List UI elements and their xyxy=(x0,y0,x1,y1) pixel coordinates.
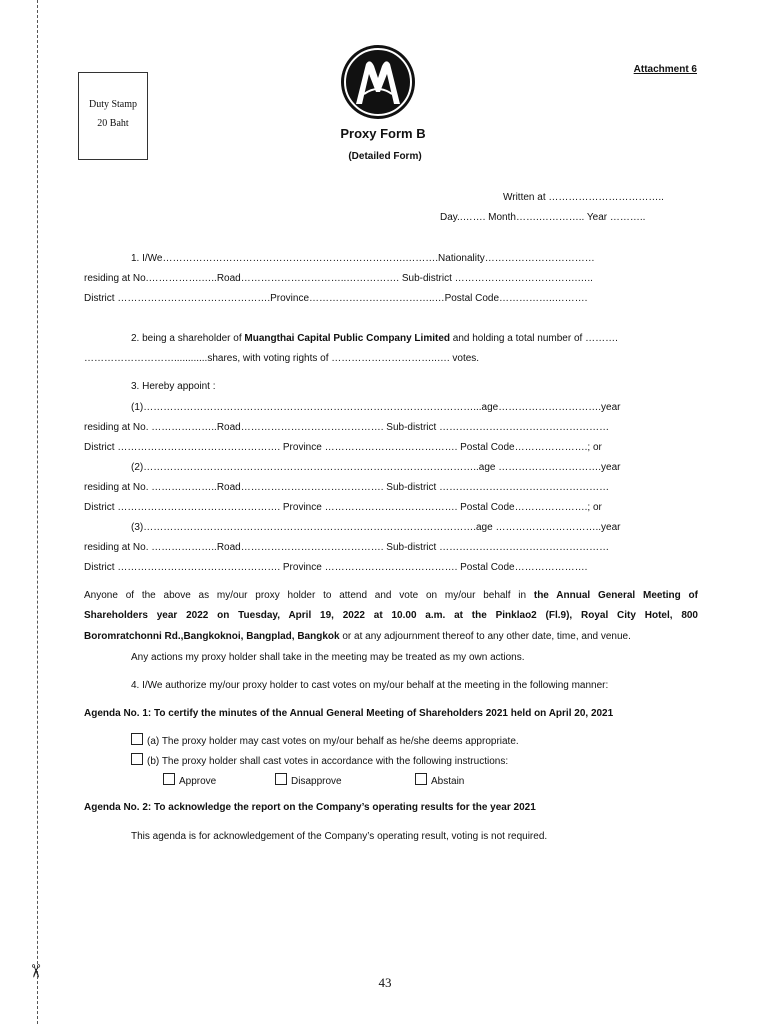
option-b xyxy=(131,753,508,767)
authorization-paragraph-line-1 xyxy=(84,590,698,601)
actions-statement: Any actions my proxy holder shall take in the meeting may be treated as my own actions. xyxy=(131,652,525,663)
agenda-2-title: Agenda No. 2: To acknowledge the report on the Company’s operating results for the year 2021 xyxy=(84,802,536,813)
address-line-2[interactable]: District ……………………………………….Province………………………………..…Postal Code……………..………. xyxy=(84,293,588,304)
company-logo xyxy=(340,44,416,120)
shareholder-line xyxy=(131,333,618,344)
approve-checkbox[interactable] xyxy=(163,773,175,785)
proxy-1-district-line[interactable]: District …………………………………………. Province …………………………………. Postal Code………………….; or xyxy=(84,442,602,453)
address-line-1[interactable]: residing at No.…………….…..Road…………………………..……………. Sub-district ……………………………….….. xyxy=(84,273,593,284)
voting-authorization: 4. I/We authorize my/our proxy holder to cast votes on my/our behalf at the meeting in the following manner: xyxy=(131,680,609,691)
proxy-2-name-line[interactable]: (2)………………………………………………………………………………………..age ………………………….year xyxy=(131,462,621,473)
stamp-line-1: Duty Stamp xyxy=(88,99,138,110)
disapprove-checkbox[interactable] xyxy=(275,773,287,785)
date-field[interactable]: Day..……. Month…….………….. Year ……….. xyxy=(440,212,646,223)
stamp-line-2: 20 Baht xyxy=(97,118,129,129)
para-adjournment: or at any adjournment thereof to any other date, time, and venue. xyxy=(339,631,631,642)
written-at-field[interactable]: Written at …………………………….. xyxy=(503,192,664,203)
proxy-3-address-line[interactable]: residing at No. ………………..Road……………………………………. Sub-district …………………………………………… xyxy=(84,542,610,553)
proxy-1-name-line[interactable]: (1)………………………………………………………………………………………...age………………………….year xyxy=(131,402,621,413)
vote-approve xyxy=(163,773,216,787)
shares-votes-line[interactable]: ………………………............shares, with voting rights of …………………………..…. votes. xyxy=(84,353,480,364)
agenda-1-title: Agenda No. 1: To certify the minutes of the Annual General Meeting of Shareholders 2021 held on April 20, 2021 xyxy=(84,708,614,719)
agenda-2-note: This agenda is for acknowledgement of the Company’s operating result, voting is not required. xyxy=(131,831,548,842)
name-nationality-line[interactable]: 1. I/We……………………………………………………………….……….Nationality…………………………… xyxy=(131,253,595,264)
option-a-label: (a) The proxy holder may cast votes on my/our behalf as he/she deems appropriate. xyxy=(147,736,519,747)
option-a-checkbox[interactable] xyxy=(131,733,143,745)
option-a xyxy=(131,733,519,747)
para-text: Anyone of the above as my/our proxy holder to attend and vote on my/our behalf in xyxy=(84,590,534,601)
approve-label: Approve xyxy=(179,776,217,787)
appoint-heading: 3. Hereby appoint : xyxy=(131,381,216,392)
proxy-2-address-line[interactable]: residing at No. ………………..Road……………………………………. Sub-district …………………………………………… xyxy=(84,482,610,493)
attachment-label: Attachment 6 xyxy=(633,64,697,75)
meeting-name: the Annual General Meeting of xyxy=(533,590,698,601)
authorization-paragraph-line-2: Shareholders year 2022 on Tuesday, April 19, 2022 at 10.00 a.m. at the Pinklao2 (Fl.9), Royal City Hotel, 800 xyxy=(84,610,698,621)
vote-disapprove xyxy=(275,773,342,787)
shareholder-suffix[interactable]: and holding a total number of ………. xyxy=(450,333,618,344)
option-b-label: (b) The proxy holder shall cast votes in accordance with the following instructions: xyxy=(147,756,509,767)
venue-address: Boromratchonni Rd.,Bangkoknoi, Bangplad, Bangkok xyxy=(84,631,340,642)
authorization-paragraph-line-3 xyxy=(84,631,631,642)
company-name: Muangthai Capital Public Company Limited xyxy=(244,333,450,344)
duty-stamp-box xyxy=(78,72,148,160)
vote-abstain xyxy=(415,773,464,787)
proxy-1-address-line[interactable]: residing at No. ………………..Road……………………………………. Sub-district …………………………………………… xyxy=(84,422,610,433)
page-number: 43 xyxy=(378,975,392,990)
scissors-icon: ✂ xyxy=(25,963,46,979)
proxy-3-district-line[interactable]: District …………………………………………. Province …………………………………. Postal Code…………………. xyxy=(84,562,588,573)
form-title: Proxy Form B xyxy=(340,126,426,141)
abstain-label: Abstain xyxy=(431,776,465,787)
abstain-checkbox[interactable] xyxy=(415,773,427,785)
option-b-checkbox[interactable] xyxy=(131,753,143,765)
disapprove-label: Disapprove xyxy=(291,776,342,787)
form-subtitle: (Detailed Form) xyxy=(348,151,422,162)
proxy-2-district-line[interactable]: District …………………………………………. Province …………………………………. Postal Code………………….; or xyxy=(84,502,602,513)
shareholder-prefix: 2. being a shareholder of xyxy=(131,333,245,344)
proxy-3-name-line[interactable]: (3)……………………………………………………………………………………….age …………………………..year xyxy=(131,522,621,533)
